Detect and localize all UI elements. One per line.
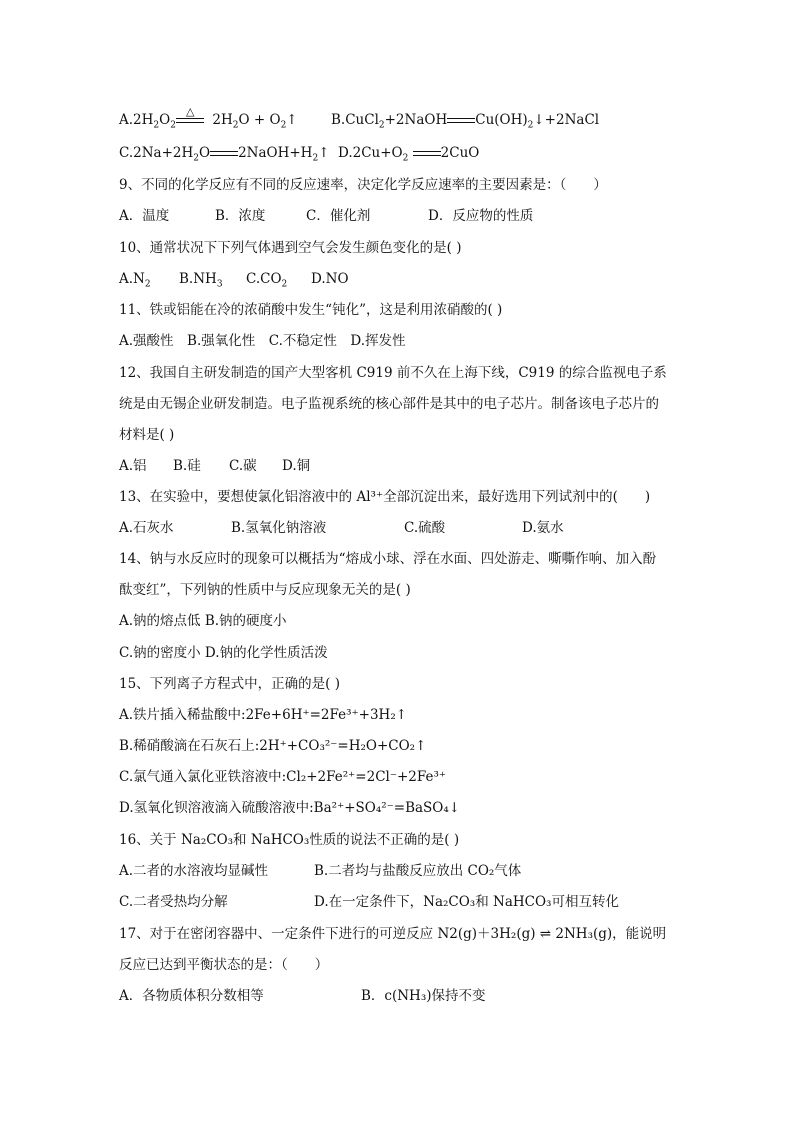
q15-stem: 15、下列离子方程式中，正确的是( ) [119,676,341,692]
q12-stem-line3: 材料是( ) [119,427,175,443]
q9-stem: 9、不同的化学反应有不同的反应速率，决定化学反应速率的主要因素是：（ ） [119,177,607,193]
q12-stem-line1: 12、我国自主研发制造的国产大型客机 C919 前不久在上海下线，C919 的综合监视电子系 [119,365,667,381]
q12-stem-line2: 统是由无锡企业研发制造。电子监视系统的核心部件是其中的电子芯片。制备该电子芯片的 [119,396,659,412]
q15-option-c: C.氯气通入氯化亚铁溶液中:Cl₂+2Fe²⁺=2Cl⁻+2Fe³⁺ [119,769,447,785]
q17-option-b: B．c(NH₃)保持不变 [361,988,486,1004]
q15-option-b: B.稀硝酸滴在石灰石上:2H⁺+CO₃²⁻=H₂O+CO₂↑ [119,738,427,754]
q17-stem-line1: 17、对于在密闭容器中、一定条件下进行的可逆反应 N2(g)＋3H₂(g) ⇌ 2NH₃(g)，能说明 [119,926,667,942]
q8-option-a [119,105,298,131]
q9-option-b: B．浓度 [215,208,266,224]
q16-option-b: B.二者均与盐酸反应放出 CO₂气体 [314,863,522,879]
q15-option-d: D.氢氧化钡溶液滴入硫酸溶液中:Ba²⁺+SO₄²⁻=BaSO₄↓ [119,800,461,816]
q15-option-a: A.铁片插入稀盐酸中:2Fe+6H⁺=2Fe³⁺+3H₂↑ [119,707,408,723]
q11-options: A.强酸性 B.强氧化性 C.不稳定性 D.挥发性 [119,333,406,349]
q9-option-c: C．催化剂 [306,208,371,224]
q13-stem: 13、在实验中，要想使氯化铝溶液中的 Al³⁺全部沉淀出来，最好选用下列试剂中的( ) [119,489,651,505]
q17-stem-line2: 反应已达到平衡状态的是：（ ） [119,957,329,973]
q10-option-a: $A.N_2$ [119,271,151,290]
q14-options-cd: C.钠的密度小 D.钠的化学性质活泼 [119,645,328,661]
q13-option-b: B.氢氧化钠溶液 [231,520,327,536]
q13-option-d: D.氨水 [522,520,564,536]
q8-option-b: B.CuCl$_2$+2NaOH $Cu(OH)_2↓+2NaCl$ [331,112,600,131]
q13-option-c: C.硫酸 [404,520,446,536]
q11-stem: 11、铁或铝能在冷的浓硝酸中发生“钝化”，这是利用浓硝酸的( ) [119,302,503,318]
q14-options-ab: A.钠的熔点低 B.钠的硬度小 [119,613,287,629]
q14-stem-line1: 14、钠与水反应时的现象可以概括为“熔成小球、浮在水面、四处游走、嘶嘶作响、加入酚 [119,551,657,567]
q16-option-a: A.二者的水溶液均显碱性 [119,863,269,879]
q10-stem: 10、通常状况下下列气体遇到空气会发生颜色变化的是( ) [119,240,462,256]
q13-option-a: A.石灰水 [119,520,174,536]
q10-option-c: $C.CO_2$ [246,271,288,290]
q16-option-d: D.在一定条件下，Na₂CO₃和 NaHCO₃可相互转化 [314,894,619,910]
q17-option-a: A．各物质体积分数相等 [119,988,264,1004]
q10-option-d: D.NO [311,271,349,287]
q16-stem: 16、关于 Na₂CO₃和 NaHCO₃性质的说法不正确的是( ) [119,832,460,848]
q9-option-a: A．温度 [119,208,170,224]
q12-option-a: A.铝 [119,458,147,474]
q10-option-b: $B.NH_3$ [179,271,223,290]
q14-stem-line2: 酞变红”，下列钠的性质中与反应现象无关的是( ) [119,582,411,598]
q12-option-d: D.铜 [282,458,311,474]
q16-option-c: C.二者受热均分解 [119,894,228,910]
q8-option-a-text: $A.2H_2O_2^\triangle 2H_2O$ + $O_2↑$ [119,105,298,131]
q9-option-d: D．反应物的性质 [428,208,534,224]
q8-option-d: $D.2Cu+O_2$ 2CuO [338,145,480,164]
q12-option-b: B.硅 [173,458,201,474]
q8-option-c: $C.2Na+2H_2O$ $2NaOH+H_2↑$ [119,145,330,164]
q12-option-c: C.碳 [229,458,257,474]
